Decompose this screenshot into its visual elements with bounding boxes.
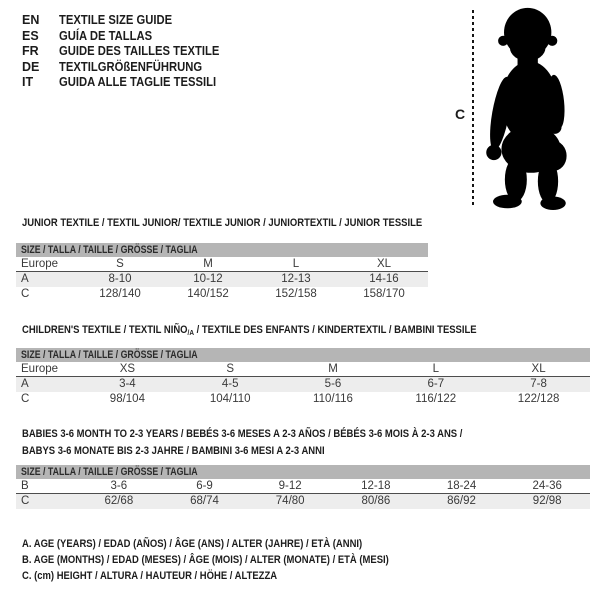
size-cell: 6-9 (196, 480, 213, 492)
junior-section-title: JUNIOR TEXTILE / TEXTIL JUNIOR/ TEXTILE JUNIOR / JUNIORTEXTIL / JUNIOR TESSILE (22, 217, 423, 229)
size-cell: 8-10 (108, 273, 132, 285)
size-cell: 128/140 (99, 288, 141, 300)
size-cell: 24-36 (532, 480, 562, 492)
size-table-header: SIZE / TALLA / TAILLE / GRÖSSE / TAGLIA (16, 465, 590, 479)
size-cell: 74/80 (275, 495, 305, 507)
lang-code: FR (22, 44, 39, 58)
size-cell: 18-24 (446, 480, 477, 492)
size-cell: 12-13 (281, 273, 311, 285)
size-cell: 4-5 (221, 378, 239, 390)
lang-row-de (22, 60, 237, 76)
row-label: C (21, 495, 30, 507)
size-cell: 86/92 (447, 495, 476, 507)
footnote-a: A. AGE (YEARS) / EDAD (AÑOS) / ÂGE (ANS) / ALTER (JAHRE) / ETÀ (ANNI) (22, 538, 363, 550)
row-label: B (21, 480, 29, 492)
row-label: Europe (21, 363, 59, 375)
size-cell: XL (531, 363, 546, 375)
lang-row-en (22, 13, 237, 29)
lang-label: GUIDE DES TAILLES TEXTILE (59, 44, 220, 58)
babies-size-table (16, 465, 590, 509)
table-row-height (16, 392, 590, 407)
babies-section-title: BABIES 3-6 MONTH TO 2-3 YEARS / BEBÉS 3-6 MESES A 2-3 AÑOS / BÉBÉS 3-6 MOIS À 2-3 ANS / BABYS 3-6 MONATE BIS 2-3 JAHRE / BAMBINI 3-6 MESI A 2-3 ANNI (22, 428, 463, 457)
size-cell: 110/116 (313, 393, 353, 405)
size-cell: 10-12 (193, 273, 223, 285)
size-cell: 98/104 (109, 393, 145, 405)
lang-code: ES (22, 28, 39, 43)
footnote-b: B. AGE (MONTHS) / EDAD (MESES) / ÂGE (MOIS) / ALTER (MONATE) / ETÀ (MESI) (22, 554, 389, 566)
size-cell: 140/152 (187, 288, 229, 300)
height-measure-label: C (455, 106, 466, 122)
size-cell: 152/158 (275, 288, 317, 300)
row-label: Europe (21, 258, 59, 270)
size-cell: 6-7 (427, 378, 445, 390)
size-cell: 7-8 (530, 378, 547, 390)
row-label: A (21, 378, 29, 390)
table-row-height (16, 494, 590, 509)
size-cell: 3-6 (110, 480, 128, 492)
size-cell: 92/98 (532, 495, 562, 507)
footnote-c: C. (cm) HEIGHT / ALTURA / HAUTEUR / HÖHE / ALTEZZA (22, 570, 278, 582)
size-cell: 80/86 (361, 495, 391, 507)
lang-code: IT (22, 75, 34, 89)
lang-row-it (22, 75, 237, 91)
size-cell: M (203, 258, 213, 270)
size-cell: 62/68 (104, 495, 134, 507)
row-label: C (21, 288, 30, 300)
size-cell: L (292, 258, 300, 270)
size-table-header: SIZE / TALLA / TAILLE / GRÖSSE / TAGLIA (16, 243, 428, 257)
table-row-europe (16, 257, 428, 272)
size-cell: S (226, 363, 235, 375)
lang-label: GUÍA DE TALLAS (59, 28, 153, 43)
table-row-months (16, 479, 590, 494)
lang-code: EN (22, 13, 40, 27)
size-table-header: SIZE / TALLA / TAILLE / GRÖSSE / TAGLIA (16, 348, 590, 362)
size-cell: 12-18 (361, 480, 391, 492)
size-cell: 14-16 (369, 273, 399, 285)
size-cell: 9-12 (278, 480, 302, 492)
lang-label: GUIDA ALLE TAGLIE TESSILI (59, 75, 217, 89)
size-cell: 116/122 (415, 393, 457, 405)
toddler-silhouette-icon (482, 7, 570, 210)
lang-label: TEXTILGRÖßENFÜHRUNG (59, 59, 203, 74)
size-cell: XS (119, 363, 136, 375)
size-cell: 3-4 (119, 378, 136, 390)
size-cell: 68/74 (190, 495, 219, 507)
size-cell: S (116, 258, 124, 270)
lang-label: TEXTILE SIZE GUIDE (59, 13, 173, 27)
table-row-age (16, 272, 428, 287)
table-row-height (16, 287, 428, 302)
children-size-table (16, 348, 590, 407)
height-measure-dashed-line (472, 10, 474, 207)
row-label: A (21, 273, 29, 285)
size-cell: 104/110 (209, 393, 251, 405)
size-cell: XL (376, 258, 392, 270)
legend-footnotes (22, 536, 449, 584)
size-cell: 158/170 (363, 288, 405, 300)
row-label: C (21, 393, 30, 405)
size-cell: 5-6 (324, 378, 342, 390)
table-row-age (16, 377, 590, 392)
size-cell: M (328, 363, 338, 375)
table-row-europe (16, 362, 590, 377)
junior-size-table (16, 243, 428, 302)
lang-row-es (22, 29, 237, 45)
lang-code: DE (22, 59, 40, 74)
lang-row-fr (22, 44, 237, 60)
language-guide (22, 13, 237, 91)
size-cell: 122/128 (517, 393, 560, 405)
size-cell: L (432, 363, 439, 375)
children-section-title: CHILDREN'S TEXTILE / TEXTIL NIÑO/A / TEXTILE DES ENFANTS / KINDERTEXTIL / BAMBINI TESSILE (22, 324, 477, 337)
